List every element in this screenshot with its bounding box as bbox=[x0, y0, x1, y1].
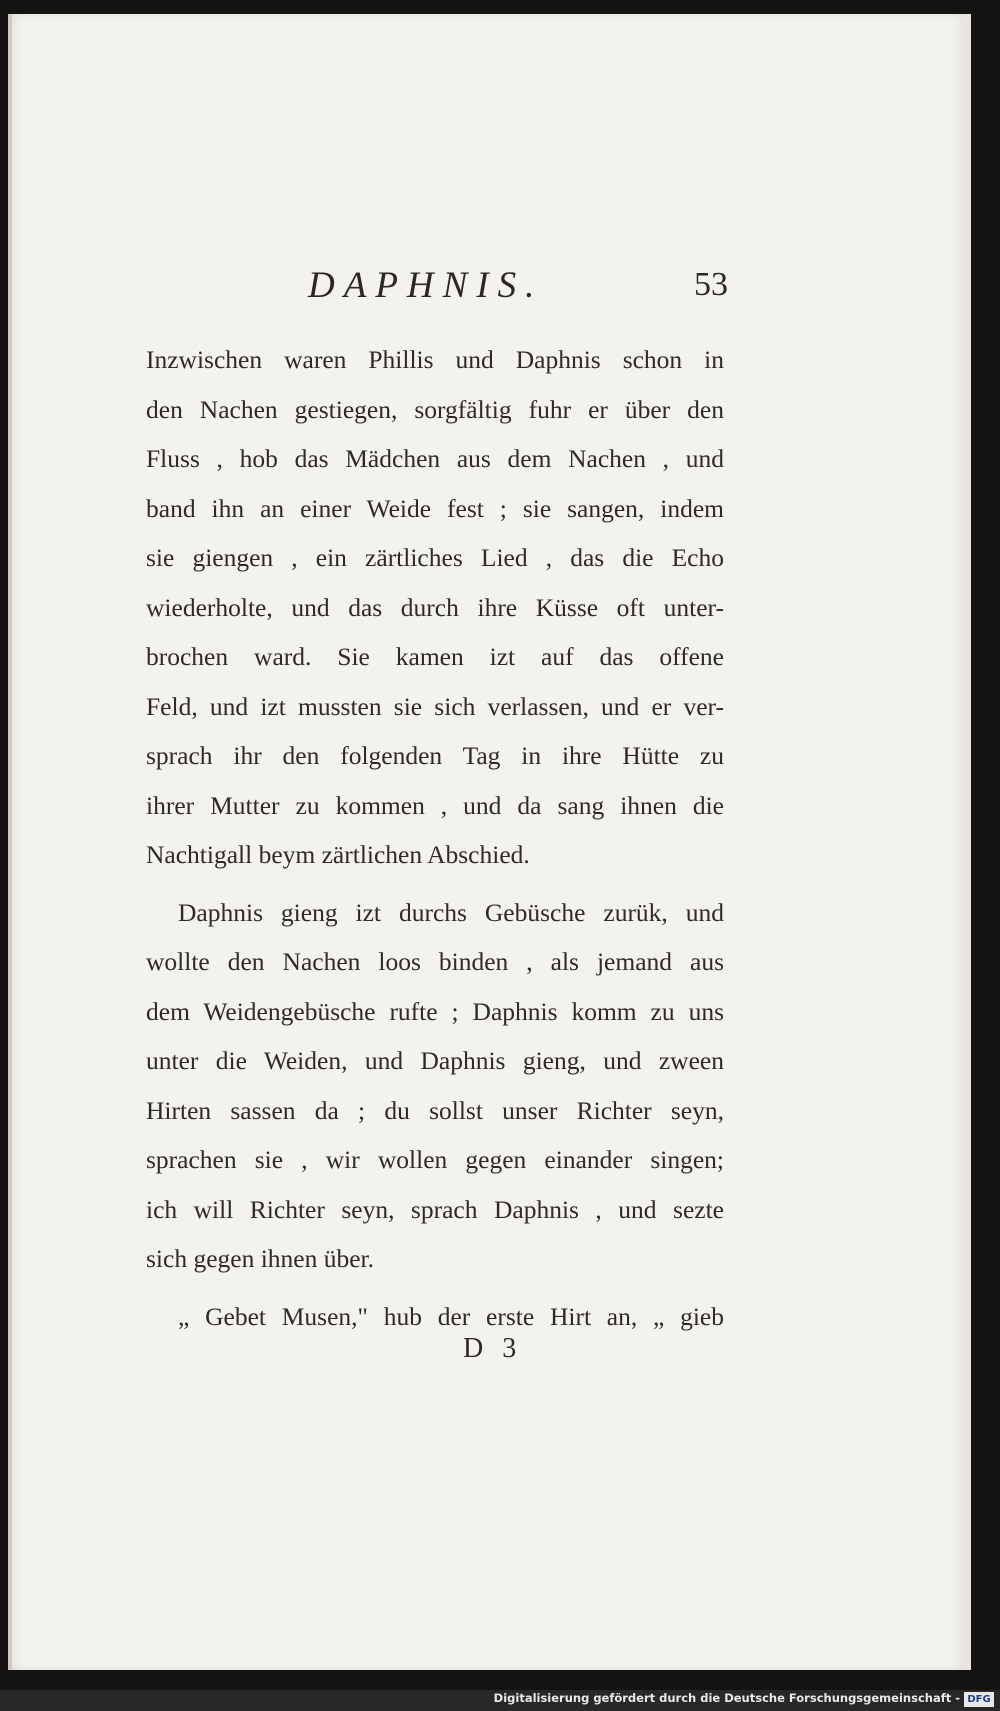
text-line: Nachtigall beym zärtlichen Abschied. bbox=[146, 840, 530, 869]
text-line: Feld, und izt mussten sie sich verlassen, und er ver- bbox=[146, 691, 724, 721]
dfg-logo: DFG bbox=[964, 1692, 994, 1707]
text-line: wollte den Nachen loos binden , als jemand aus bbox=[146, 947, 724, 976]
running-head bbox=[308, 264, 728, 314]
text-line: „ Gebet Musen," hub der erste Hirt an, „ gieb bbox=[178, 1301, 724, 1331]
text-line: den Nachen gestiegen, sorgfältig fuhr er über den bbox=[146, 394, 724, 424]
text-line: Hirten sassen da ; du sollst unser Richter seyn, bbox=[146, 1095, 724, 1125]
text-line: Daphnis gieng izt durchs Gebüsche zurük, und bbox=[178, 897, 724, 927]
text-line: unter die Weiden, und Daphnis gieng, und zween bbox=[146, 1046, 724, 1075]
text-line: ihrer Mutter zu kommen , und da sang ihnen die bbox=[146, 790, 724, 820]
text-line: sprachen sie , wir wollen gegen einander singen; bbox=[146, 1145, 724, 1174]
text-line: Inzwischen waren Phillis und Daphnis schon in bbox=[146, 345, 724, 374]
text-line: brochen ward. Sie kamen izt auf das offene bbox=[146, 642, 724, 671]
text-line: dem Weidengebüsche rufte ; Daphnis komm zu uns bbox=[146, 996, 724, 1026]
text-line: wiederholte, und das durch ihre Küsse oft unter- bbox=[146, 592, 724, 622]
text-line: sie giengen , ein zärtliches Lied , das die Echo bbox=[146, 543, 724, 572]
text-line: sich gegen ihnen über. bbox=[146, 1244, 375, 1273]
text-line: Fluss , hob das Mädchen aus dem Nachen , und bbox=[146, 444, 724, 473]
paragraph-gap bbox=[146, 880, 724, 888]
running-title: DAPHNIS. bbox=[308, 265, 544, 306]
body-text bbox=[146, 335, 724, 1341]
paragraph-gap bbox=[146, 1284, 724, 1292]
signature-mark: D 3 bbox=[463, 1333, 523, 1364]
text-line: sprach ihr den folgenden Tag in ihre Hütte zu bbox=[146, 741, 724, 770]
funding-credit: Digitalisierung gefördert durch die Deutsche Forschungsgemeinschaft - bbox=[493, 1691, 960, 1705]
page-number: 53 bbox=[694, 266, 728, 303]
text-line: ich will Richter seyn, sprach Daphnis , und sezte bbox=[146, 1194, 724, 1224]
page-fore-edge bbox=[965, 14, 971, 1670]
text-line: band ihn an einer Weide fest ; sie sangen, indem bbox=[146, 493, 724, 523]
